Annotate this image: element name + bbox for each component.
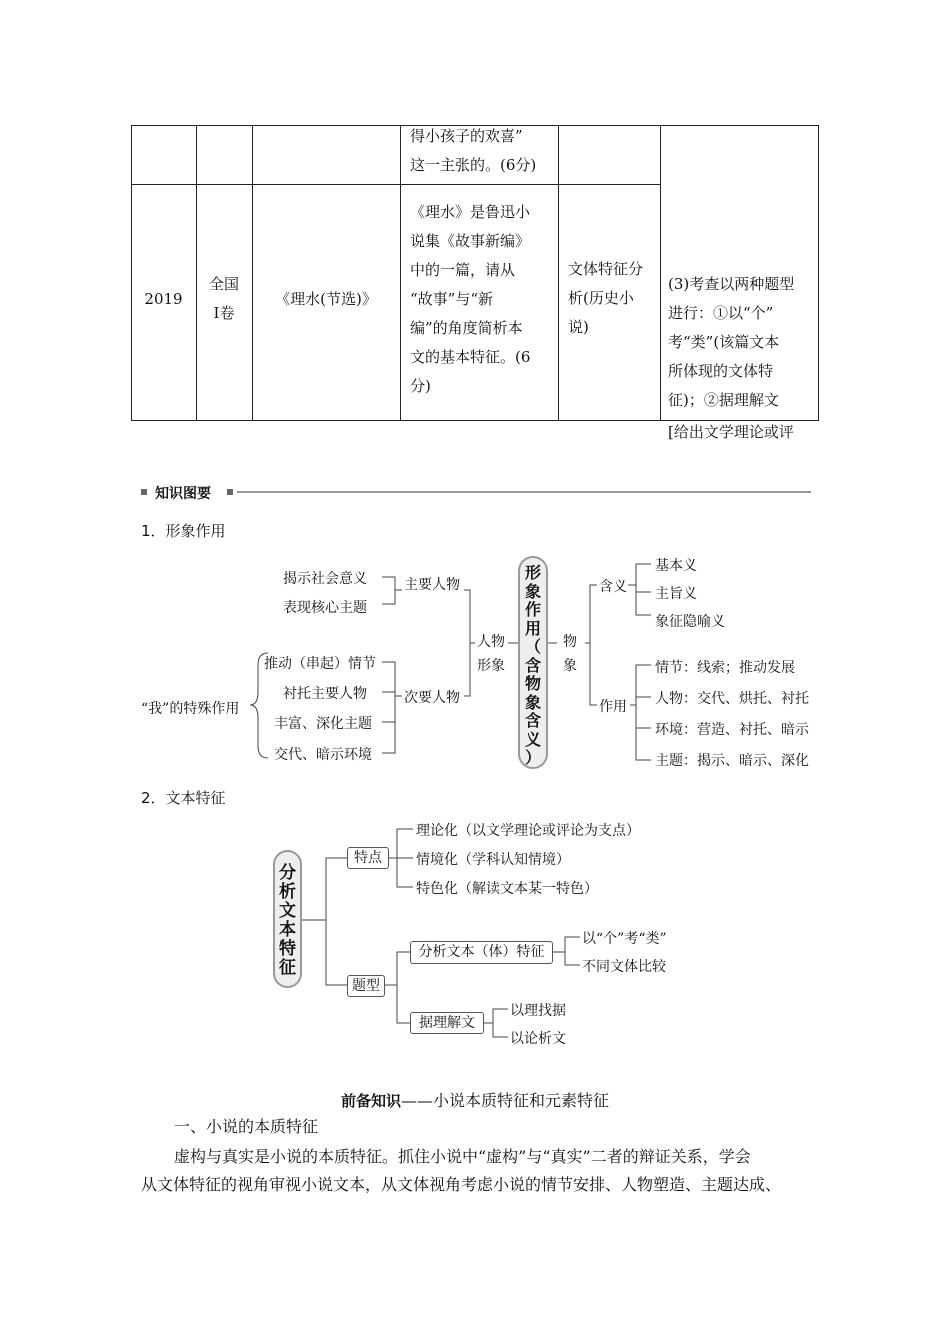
type-line: 析(历史小 [568, 289, 634, 307]
types-box: 题型 [347, 975, 385, 997]
type2-item: 以论析文 [510, 1031, 566, 1047]
heading-image-function: 1．形象作用 [141, 522, 226, 540]
pill-char: （ [524, 637, 541, 656]
object-image-label [563, 630, 577, 678]
center-pill-image-function [518, 556, 548, 769]
diagram-image-function [0, 550, 950, 780]
pill-char: 析 [279, 882, 296, 902]
type1-item: 不同文体比较 [582, 959, 666, 975]
people-image-line: 形象 [477, 658, 505, 674]
section-title: 知识图要 [155, 486, 211, 502]
center-pill-text-features [273, 850, 302, 988]
pill-char: 含 [524, 711, 541, 730]
me-role-label: “我”的特殊作用 [141, 701, 240, 717]
note-line: 所体现的文体特 [668, 362, 774, 380]
paper-line: 全国 [208, 275, 239, 293]
type-cell [568, 255, 643, 342]
table-col-line [400, 125, 401, 421]
article-heading: 一、小说的本质特征 [174, 1117, 319, 1136]
function-label: 作用 [599, 699, 627, 715]
features-box: 特点 [347, 847, 389, 869]
question-line: 编”的角度简析本 [410, 319, 523, 337]
pill-char: 分 [279, 863, 296, 883]
feature-item: 理论化（以文学理论或评论为支点） [416, 823, 640, 839]
paper-line: Ⅰ卷 [213, 304, 235, 322]
main-char-label: 主要人物 [404, 577, 460, 593]
main-char-item: 表现核心主题 [283, 600, 367, 616]
table-col-line [252, 125, 253, 421]
pill-char: 象 [524, 581, 541, 601]
text-cell: 《理水(节选)》 [275, 290, 377, 308]
table-row-divider [131, 184, 660, 185]
year-cell: 2019 [144, 290, 183, 308]
meaning-label: 含义 [599, 579, 627, 595]
pill-char: 作 [524, 600, 541, 619]
meaning-item: 象征隐喻义 [655, 614, 725, 630]
pill-char: 物 [524, 674, 541, 693]
table-col-line [558, 125, 559, 421]
type1-box: 分析文本（体）特征 [410, 941, 553, 964]
pill-char: 本 [279, 920, 296, 940]
object-image-line: 象 [563, 658, 577, 674]
function-item: 主题：揭示、暗示、深化 [655, 753, 809, 769]
type2-item: 以理找据 [510, 1003, 566, 1019]
people-image-line: 人物 [477, 634, 505, 650]
square-bullet-icon [141, 489, 147, 495]
article-paragraph-line: 从文体特征的视角审视小说文本，从文体视角考虑小说的情节安排、人物塑造、主题达成、 [141, 1175, 782, 1194]
pill-char: 征 [279, 958, 296, 978]
paper-cell [196, 270, 252, 328]
note-overflow-line: [给出文学理论或评 [668, 423, 794, 441]
function-item: 情节：线索；推动发展 [655, 660, 795, 676]
pill-char: 象 [524, 692, 541, 712]
minor-char-item: 交代、暗示环境 [274, 747, 372, 763]
meaning-item: 主旨义 [655, 586, 697, 602]
question-line: 得小孩子的欢喜” [410, 127, 523, 145]
article-title-bold: 前备知识 [340, 1092, 401, 1110]
pill-char: 用 [524, 618, 541, 638]
feature-item: 情境化（学科认知情境） [416, 852, 570, 868]
function-item: 环境：营造、衬托、暗示 [655, 722, 809, 738]
article-title-rest: ——小说本质特征和元素特征 [401, 1091, 610, 1110]
article-paragraph-line: 虚构与真实是小说的本质特征。抓住小说中“虚构”与“真实”二者的辩证关系，学会 [174, 1147, 751, 1166]
table-col-line [660, 125, 661, 421]
diagram-text-features [0, 815, 950, 1055]
note-line: 进行：①以“个” [668, 304, 774, 322]
note-line: (3)考查以两种题型 [668, 275, 795, 293]
meaning-item: 基本义 [655, 558, 697, 574]
pill-char: 含 [524, 655, 541, 675]
section-rule [237, 491, 811, 493]
heading-text-features: 2．文本特征 [141, 789, 226, 807]
minor-char-item: 推动（串起）情节 [264, 656, 376, 672]
feature-item: 特色化（解读文本某一特色） [416, 881, 598, 897]
note-cell [668, 270, 794, 415]
type-line: 文体特征分 [568, 260, 644, 278]
function-item: 人物：交代、烘托、衬托 [655, 691, 809, 707]
question-line: “故事”与“新 [410, 290, 494, 308]
pill-char: 义 [524, 729, 541, 749]
question-line: 这一主张的。(6分) [410, 156, 537, 174]
square-bullet-icon [227, 489, 233, 495]
question-line: 《理水》是鲁迅小 [410, 203, 531, 221]
minor-char-item: 衬托主要人物 [283, 686, 367, 702]
question-cell [410, 198, 530, 401]
question-line: 文的基本特征。(6 [410, 348, 531, 366]
table-col-line [131, 125, 132, 421]
pill-char: 文 [279, 901, 296, 921]
diagram1-connectors [0, 550, 950, 780]
pill-char: 形 [524, 563, 541, 582]
table-col-line [818, 125, 819, 421]
article-title [0, 1088, 950, 1111]
note-line: 考“类”(该篇文本 [668, 333, 780, 351]
question-line: 分) [410, 377, 431, 395]
section-header [141, 483, 811, 503]
note-line: 征)；②据理解文 [668, 391, 779, 409]
pill-char: ） [524, 748, 541, 767]
people-image-label [477, 630, 505, 678]
table-row [410, 122, 536, 180]
question-line: 中的一篇，请从 [410, 261, 516, 279]
type1-item: 以“个”考“类” [582, 931, 667, 947]
object-image-line: 物 [563, 634, 577, 650]
main-char-item: 揭示社会意义 [283, 571, 367, 587]
type2-box: 据理解文 [410, 1012, 484, 1034]
pill-char: 特 [279, 939, 296, 959]
minor-char-item: 丰富、深化主题 [274, 716, 372, 732]
question-line: 说集《故事新编》 [410, 232, 531, 250]
type-line: 说) [568, 318, 589, 336]
minor-char-label: 次要人物 [404, 690, 460, 706]
